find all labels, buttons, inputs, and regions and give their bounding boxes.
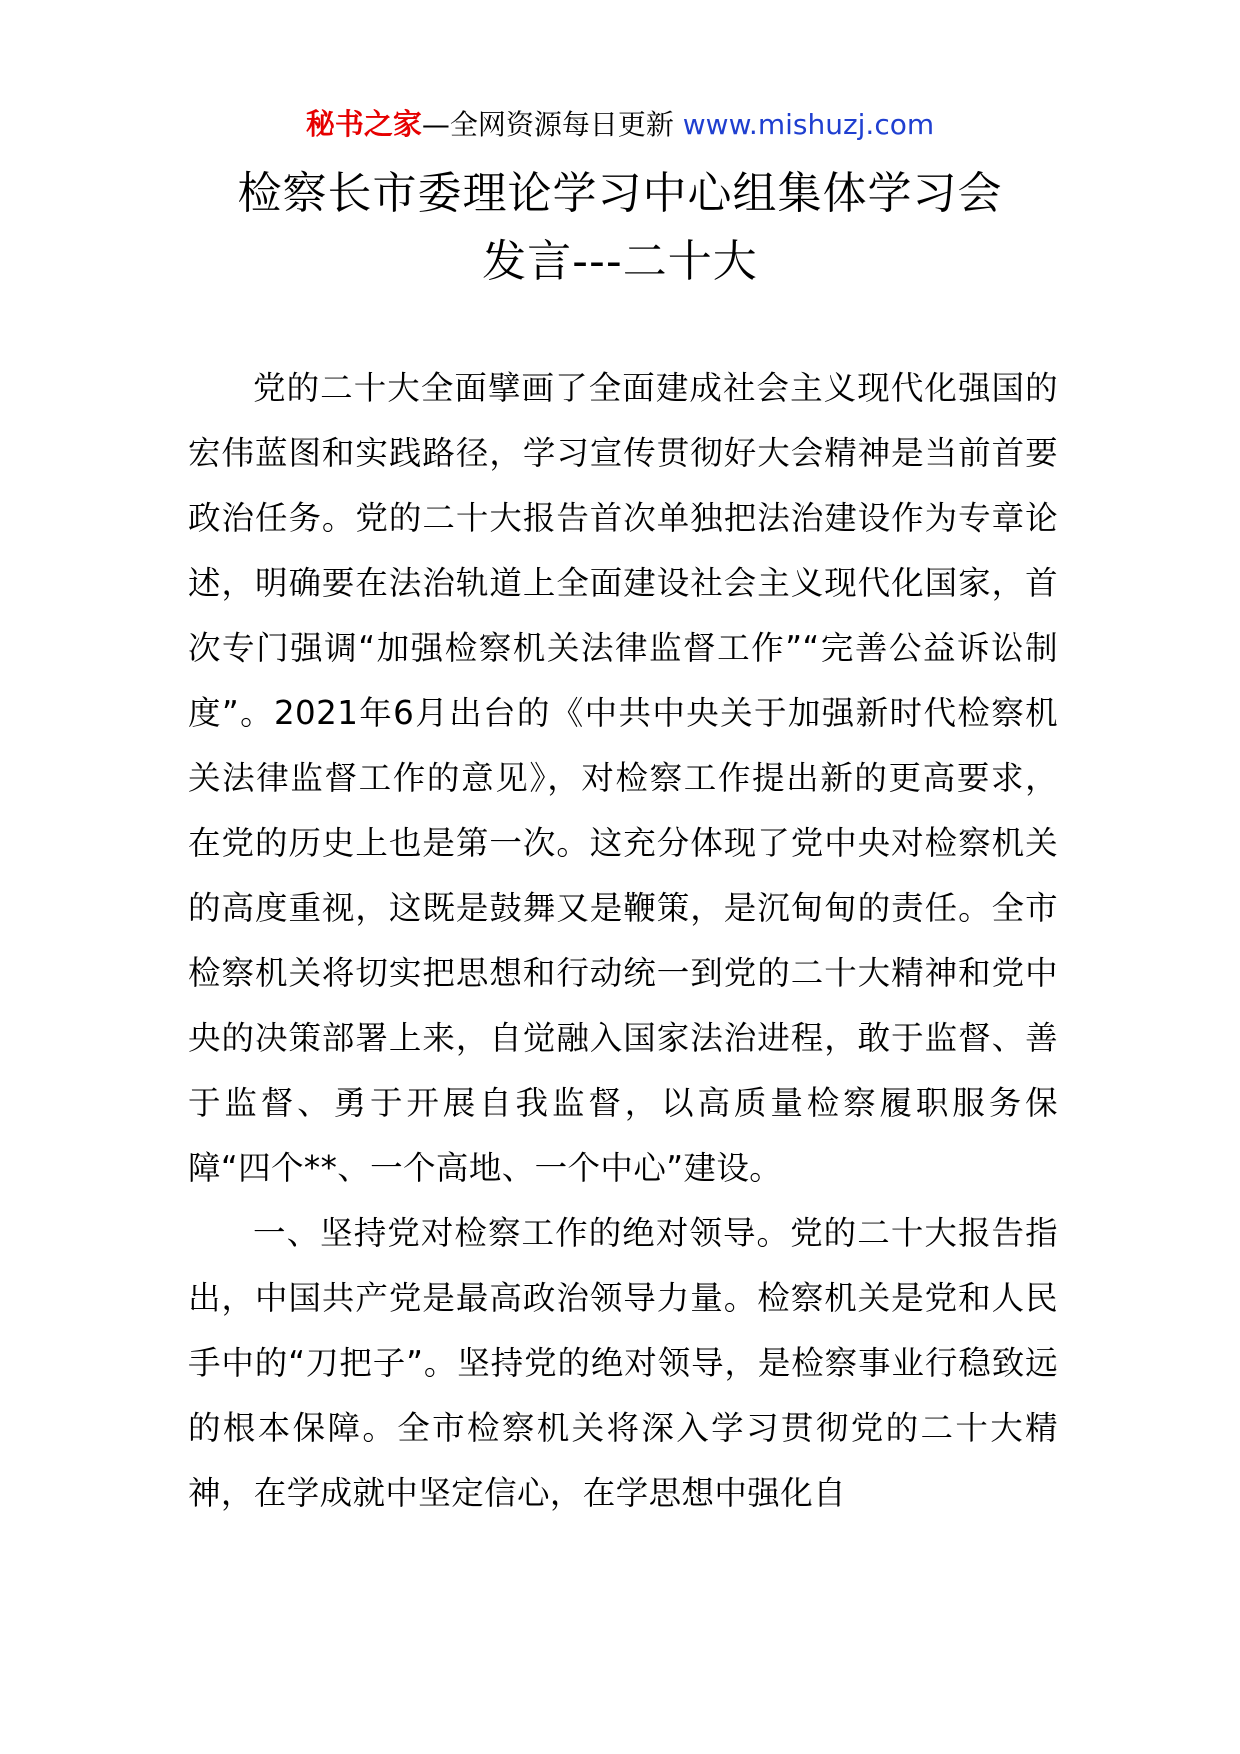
- body-paragraph-2: 一、坚持党对检察工作的绝对领导。党的二十大报告指出，中国共产党是最高政治领导力量。检察机关是党和人民手中的“刀把子”。坚持党的绝对领导，是检察事业行稳致远的根本保障。全市检察机关将深入学习贯彻党的二十大精神，在学成就中坚定信心，在学思想中强化自: [188, 1214, 1058, 1512]
- site-header: [0, 104, 1240, 145]
- site-url-link[interactable]: www.mishuzj.com: [682, 108, 935, 141]
- document-body: [188, 356, 1058, 1526]
- body-paragraph-1: 党的二十大全面擘画了全面建成社会主义现代化强国的宏伟蓝图和实践路径，学习宣传贯彻好大会精神是当前首要政治任务。党的二十大报告首次单独把法治建设作为专章论述，明确要在法治轨道上全面建设社会主义现代化国家，首次专门强调“加强检察机关法律监督工作”“完善公益诉讼制度”。2021年6月出台的《中共中央关于加强新时代检察机关法律监督工作的意见》，对检察工作提出新的更高要求，在党的历史上也是第一次。这充分体现了党中央对检察机关的高度重视，这既是鼓舞又是鞭策，是沉甸甸的责任。全市检察机关将切实把思想和行动统一到党的二十大精神和党中央的决策部署上来，自觉融入国家法治进程，敢于监督、善于监督、勇于开展自我监督，以高质量检察履职服务保障“四个**、一个高地、一个中心”建设。: [188, 369, 1058, 1187]
- brand-name: 秘书之家: [305, 107, 422, 141]
- document-title-line-1: 检察长市委理论学习中心组集体学习会: [237, 168, 1003, 219]
- header-tagline: —全网资源每日更新: [421, 108, 683, 141]
- document-title-line-2: 发言---二十大: [482, 236, 758, 287]
